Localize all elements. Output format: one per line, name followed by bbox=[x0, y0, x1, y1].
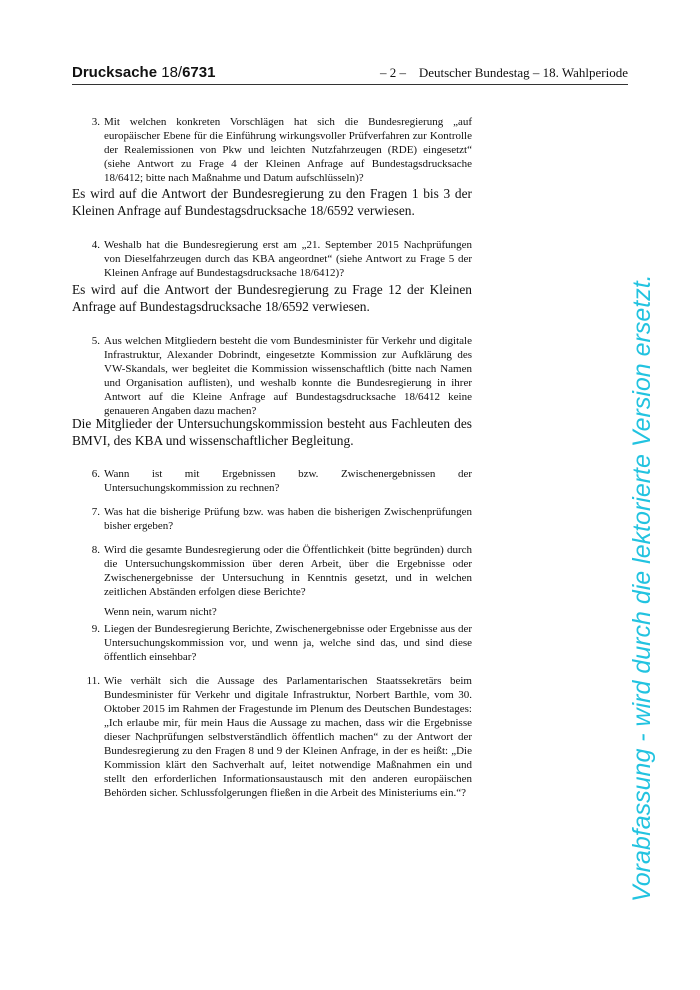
document-number bbox=[72, 64, 215, 81]
doc-number-value: 6731 bbox=[182, 64, 216, 81]
question-text: Was hat die bisherige Prüfung bzw. was haben die bisherigen Zwischenprüfungen bisher ergeben? bbox=[104, 506, 472, 532]
answer-4: Es wird auf die Antwort der Bundesregierung zu Frage 12 der Kleinen Anfrage auf Bundestagsdrucksache 18/6592 verwiesen. bbox=[72, 282, 472, 314]
question-text: Wann ist mit Ergebnissen bzw. Zwischenergebnissen der Untersuchungskommission zu rechnen? bbox=[104, 468, 472, 494]
header-rule bbox=[72, 84, 628, 85]
question-text: Aus welchen Mitgliedern besteht die vom Bundesminister für Verkehr und digitale Infrastruktur, Alexander Dobrindt, eingesetzte Kommission zur Aufklärung des VW-Skandals, wer begleitet die Kommission wissenschaftlich (bitte nach Namen und Organisation auflisten), und weshalb konnte die Bundesregierung in ihrer Antwort auf die Kleine Anfrage auf Bundestagsdrucksache 18/6412 keine genaueren Angaben dazu machen? bbox=[104, 335, 472, 417]
question-8 bbox=[91, 543, 472, 619]
doc-label: Drucksache bbox=[72, 64, 158, 81]
question-number: 11. bbox=[86, 675, 100, 687]
question-text: Weshalb hat die Bundesregierung erst am „21. September 2015 Nachprüfungen von Dieselfahrzeugen durch das KBA angeordnet“ (siehe Antwort zu Frage 5 der Kleinen Anfrage auf Bundestagsdrucksache 18/6412)? bbox=[104, 239, 472, 279]
answer-5: Die Mitglieder der Untersuchungskommission besteht aus Fachleuten des BMVI, des KBA und wissenschaftlicher Begleitung. bbox=[72, 416, 472, 448]
question-number: 9. bbox=[91, 623, 100, 635]
question-text: Mit welchen konkreten Vorschlägen hat sich die Bundesregierung „auf europäischer Ebene für die Einführung wirkungsvoller Prüfverfahren zur Kontrolle der Realemissionen von Pkw und leichten Nutzfahrzeugen (RDE) eingesetzt“ (siehe Antwort zu Frage 4 der Kleinen Anfrage auf Bundestagsdrucksache 18/6412; bitte nach Maßnahme und Datum aufschlüsseln)? bbox=[104, 116, 472, 184]
question-4 bbox=[91, 238, 472, 280]
question-number: 5. bbox=[91, 335, 100, 347]
question-5 bbox=[91, 334, 472, 418]
answer-3: Es wird auf die Antwort der Bundesregierung zu den Fragen 1 bis 3 der Kleinen Anfrage auf Bundestagsdrucksache 18/6592 verwiesen. bbox=[72, 186, 472, 218]
doc-period: 18/ bbox=[161, 64, 183, 81]
question-text: Wie verhält sich die Aussage des Parlamentarischen Staatssekretärs beim Bundesminister für Verkehr und digitale Infrastruktur, Norbert Barthle, vom 30. Oktober 2015 im Rahmen der Fragestunde im Plenum des Deutschen Bundestages: „Ich erlaube mir, für mein Haus die Aussage zu machen, dass wir die Ergebnisse dieser Nachprüfungen selbstverständlich öffentlich machen“ zu der Antwort der Bundesregierung zu den Fragen 8 und 9 der Kleinen Anfrage, in der es heißt: „Die Kommission klärt den Sachverhalt auf, leitet notwendige Maßnahmen ein und stellt den erforderlichen Informationsaustausch mit den anderen europäischen Behörden sicher. Schlussfolgerungen fließen in die Arbeit des Ministeriums ein.“? bbox=[104, 675, 472, 799]
question-number: 6. bbox=[91, 468, 100, 480]
question-7 bbox=[91, 505, 472, 533]
question-6 bbox=[91, 467, 472, 495]
question-11 bbox=[86, 674, 472, 800]
publisher-label: Deutscher Bundestag – 18. Wahlperiode bbox=[418, 65, 628, 80]
question-number: 3. bbox=[91, 116, 100, 128]
question-subtext: Wenn nein, warum nicht? bbox=[104, 606, 217, 618]
question-text: Liegen der Bundesregierung Berichte, Zwischenergebnisse oder Ergebnisse aus der Untersuchungskommission vor, und wenn ja, welche sind das, und sind diese öffentlich einsehbar? bbox=[104, 623, 472, 663]
question-text: Wird die gesamte Bundesregierung oder die Öffentlichkeit (bitte begründen) durch die Untersuchungskommission über deren Arbeit, über die Ergebnisse oder Zwischenergebnisse der Untersuchung in Kenntnis gesetzt, und in welchen zeitlichen Abständen erfolgen diese Berichte? bbox=[104, 544, 472, 598]
question-number: 4. bbox=[91, 239, 100, 251]
page-header bbox=[72, 64, 628, 84]
question-3 bbox=[91, 115, 472, 185]
question-number: 7. bbox=[91, 506, 100, 518]
question-9 bbox=[91, 622, 472, 664]
question-number: 8. bbox=[91, 544, 100, 556]
page-number: – 2 – bbox=[380, 65, 406, 80]
draft-watermark: Vorabfassung - wird durch die lektorierte Version ersetzt. bbox=[628, 274, 656, 902]
